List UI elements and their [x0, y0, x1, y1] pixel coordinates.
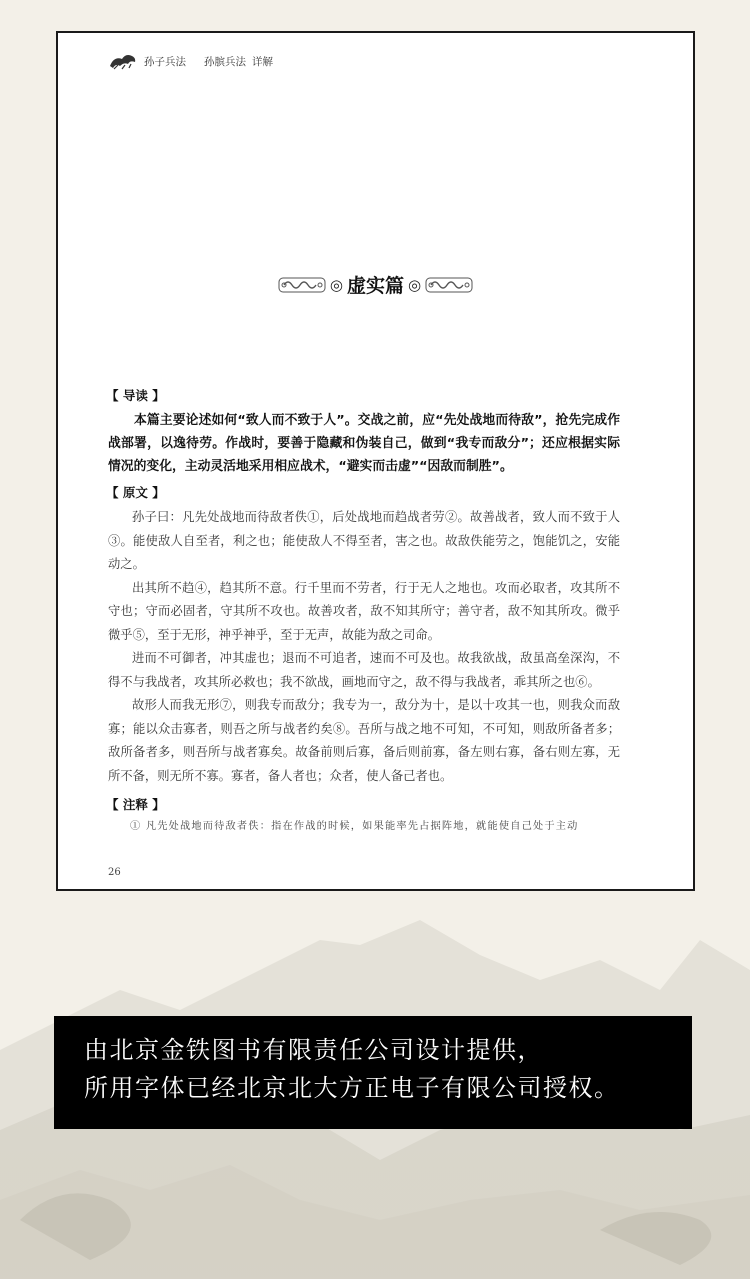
original-paragraph: 孙子曰：凡先处战地而待敌者佚①，后处战地而趋战者劳②。故善战者，致人而不致于人③。能使敌人自至者，利之也；能使敌人不得至者，害之也。故敌佚能劳之，饱能饥之，安能动之。 [108, 510, 620, 571]
book-subtitle: 详解 [252, 55, 273, 68]
circle-mark-left: ◎ [329, 275, 343, 294]
book-title-1: 孙子兵法 [144, 55, 186, 68]
copyright-banner [54, 1016, 692, 1129]
chapter-title-text: 虚实篇 [346, 275, 404, 297]
book-page [56, 31, 695, 891]
intro-heading: 【 导读 】 [106, 388, 165, 403]
dragon-logo-icon [108, 50, 138, 72]
original-paragraph: 故形人而我无形⑦，则我专而敌分；我专为一，敌分为十，是以十攻其一也，则我众而敌寡；能以众击寡者，则吾之所与战者约矣⑧。吾所与战之地不可知，不可知，则敌所备者多；敌所备者多，则吾所与战者寡矣。故备前则后寡，备后则前寡，备左则右寡，备右则左寡，无所不备，则无所不寡。寡者，备人者也；众者，使人备己者也。 [108, 698, 620, 783]
cloud-ornament-right-icon [425, 274, 473, 296]
running-head [108, 49, 273, 73]
note-item: ① 凡先处战地而待敌者佚：指在作战的时候，如果能率先占据阵地，就能使自己处于主动 [130, 821, 579, 832]
original-paragraph: 进而不可御者，冲其虚也；退而不可追者，速而不可及也。故我欲战，敌虽高垒深沟，不得不与我战者，攻其所必救也；我不欲战，画地而守之，敌不得与我战者，乖其所之也⑥。 [108, 651, 620, 689]
page-content [108, 387, 620, 836]
intro-text: 本篇主要论述如何“致人而不致于人”。交战之前，应“先处战地而待敌”，抢先完成作战部署，以逸待劳。作战时，要善于隐藏和伪装自己，做到“我专而敌分”；还应根据实际情况的变化，主动灵活地采用相应战术，“避实而击虚”“因敌而制胜”。 [108, 413, 620, 474]
book-title-2: 孙膑兵法 [204, 55, 246, 68]
original-text-heading: 【 原文 】 [106, 485, 165, 500]
circle-mark-right: ◎ [408, 275, 422, 294]
banner-line-1: 由北京金铁图书有限责任公司设计提供， [84, 1036, 543, 1064]
page-number: 26 [108, 867, 121, 878]
chapter-title [58, 271, 693, 298]
notes-heading: 【 注释 】 [106, 797, 165, 812]
cloud-ornament-left-icon [278, 274, 326, 296]
banner-line-2: 所用字体已经北京北大方正电子有限公司授权。 [84, 1074, 620, 1102]
original-paragraph: 出其所不趋④，趋其所不意。行千里而不劳者，行于无人之地也。攻而必取者，攻其所不守也；守而必固者，守其所不攻也。故善攻者，敌不知其所守；善守者，敌不知其所攻。微乎微乎⑤，至于无形，神乎神乎，至于无声，故能为敌之司命。 [108, 580, 620, 642]
